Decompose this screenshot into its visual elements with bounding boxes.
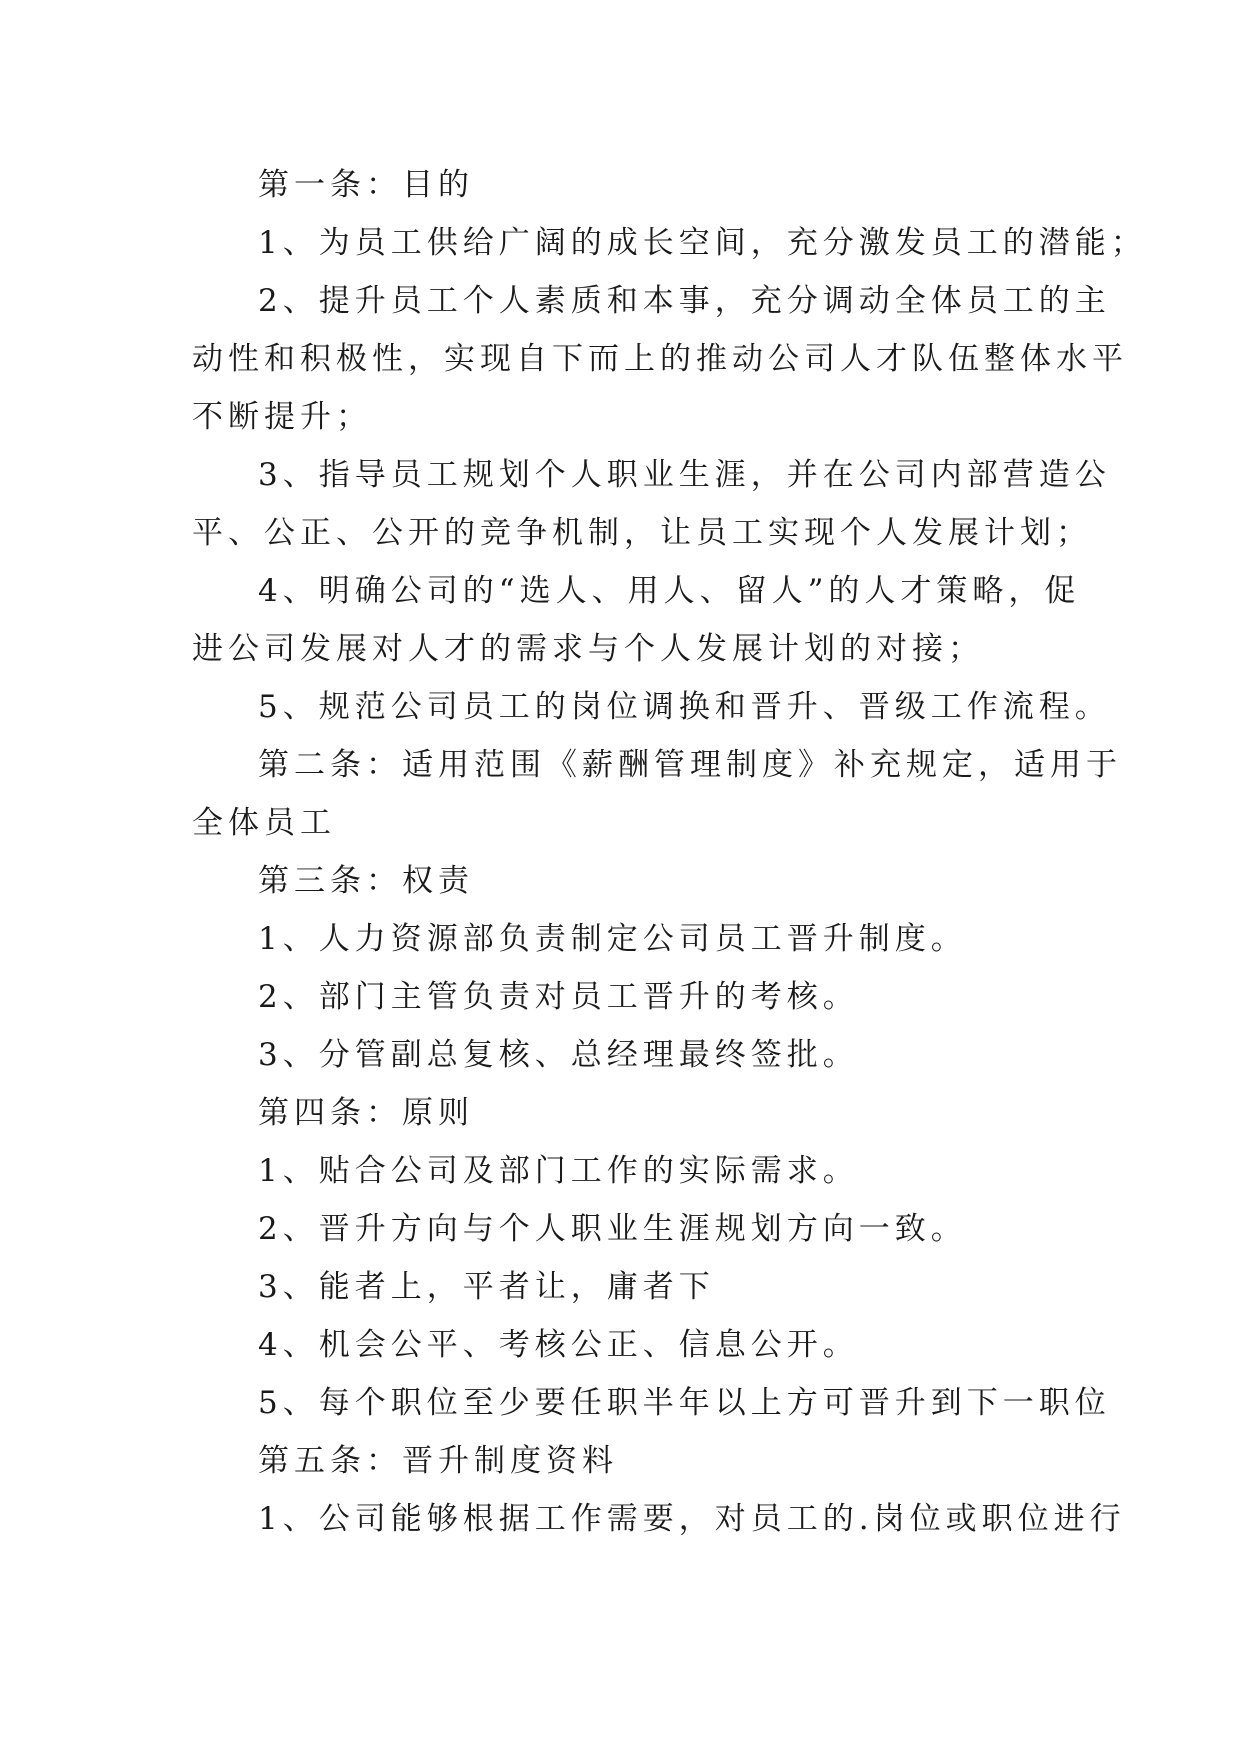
section-heading-3: 第三条：权责 — [258, 863, 474, 899]
paragraph-line: 动性和积极性，实现自下而上的推动公司人才队伍整体水平 — [192, 341, 1128, 377]
section-heading-4: 第四条：原则 — [258, 1095, 474, 1131]
paragraph-line: 1、为员工供给广阔的成长空间，充分激发员工的潜能； — [258, 225, 1147, 261]
paragraph-line: 3、能者上，平者让，庸者下 — [258, 1269, 715, 1305]
section-heading-2: 第二条：适用范围《薪酬管理制度》补充规定，适用于 — [258, 747, 1122, 783]
section-heading-5: 第五条：晋升制度资料 — [258, 1443, 618, 1479]
section-heading-1: 第一条：目的 — [258, 167, 474, 203]
paragraph-line: 2、晋升方向与个人职业生涯规划方向一致。 — [258, 1211, 967, 1247]
paragraph-line: 1、公司能够根据工作需要，对员工的.岗位或职位进行 — [258, 1501, 1126, 1537]
paragraph-line: 1、贴合公司及部门工作的实际需求。 — [258, 1153, 859, 1189]
paragraph-line: 2、提升员工个人素质和本事，充分调动全体员工的主 — [258, 283, 1111, 319]
paragraph-line: 全体员工 — [192, 805, 336, 841]
paragraph-line: 平、公正、公开的竞争机制，让员工实现个人发展计划； — [192, 515, 1092, 551]
paragraph-line: 进公司发展对人才的需求与个人发展计划的对接； — [192, 631, 984, 667]
paragraph-line: 2、部门主管负责对员工晋升的考核。 — [258, 979, 859, 1015]
paragraph-line: 5、每个职位至少要任职半年以上方可晋升到下一职位 — [258, 1385, 1111, 1421]
paragraph-line: 不断提升； — [192, 399, 372, 435]
paragraph-line: 3、指导员工规划个人职业生涯，并在公司内部营造公 — [258, 457, 1111, 493]
paragraph-line: 5、规范公司员工的岗位调换和晋升、晋级工作流程。 — [258, 689, 1111, 725]
paragraph-line: 4、机会公平、考核公正、信息公开。 — [258, 1327, 859, 1363]
paragraph-line: 1、人力资源部负责制定公司员工晋升制度。 — [258, 921, 967, 957]
paragraph-line: 4、明确公司的“选人、用人、留人”的人才策略，促 — [258, 573, 1081, 609]
paragraph-line: 3、分管副总复核、总经理最终签批。 — [258, 1037, 859, 1073]
